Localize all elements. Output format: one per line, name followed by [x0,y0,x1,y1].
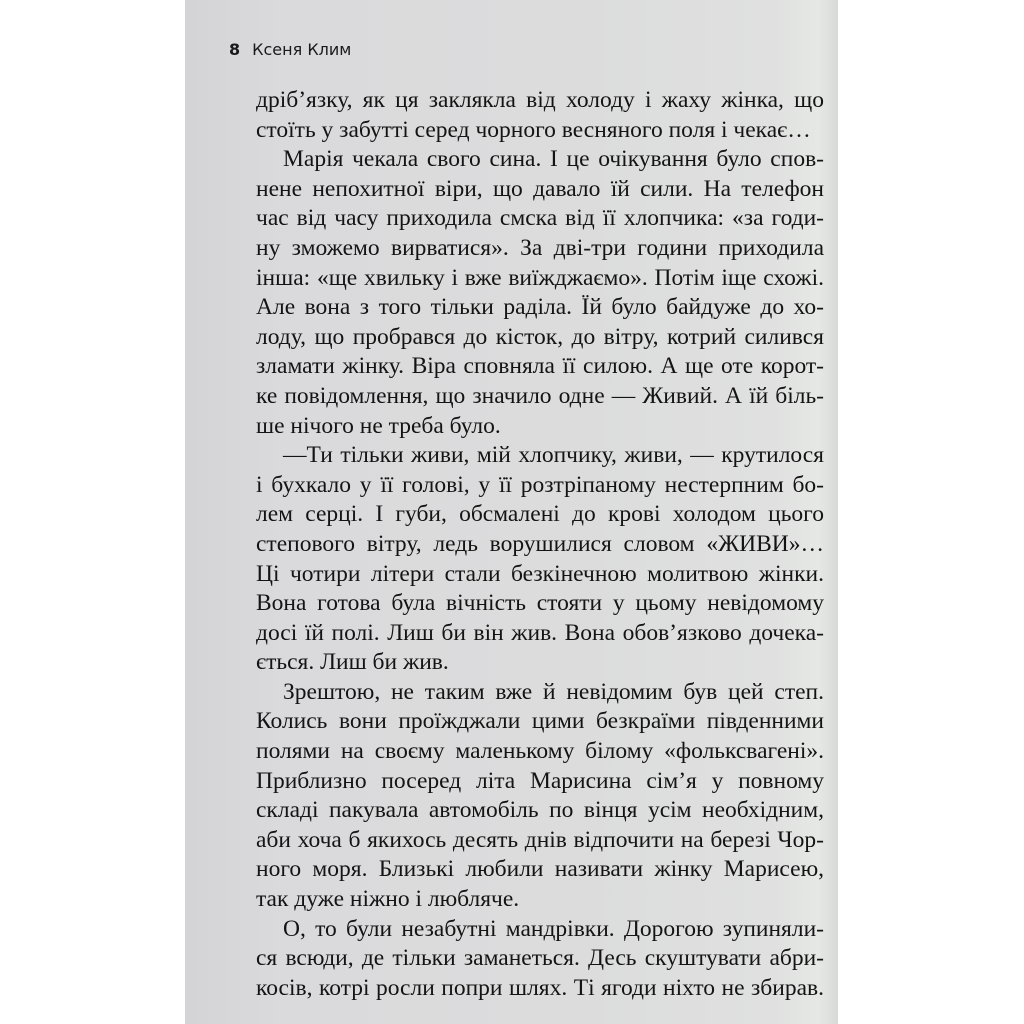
text-line: Ці чотири літери стали безкінечною молитвою жінки. [256,560,824,587]
text-line: лоду, що пробрався до кісток, до вітру, котрий силився [256,323,824,350]
text-line: Зрештою, не таким вже й невідомим був цей степ. [283,678,824,705]
text-line: степового вітру, ледь ворушилися словом «ЖИВИ»… [256,530,824,557]
text-line: інша: «ще хвильку і вже виїжджаємо». Потім іще схожі. [256,264,824,291]
text-line: Приблизно посеред літа Марисина сім’я у повному [256,767,824,794]
text-line: ся всюди, де тільки заманеться. Десь скуштувати абри- [256,945,824,972]
text-line: Колись вони проїжджали цими безкраїми південними [256,708,824,735]
text-line: ке повідомлення, що значило одне — Живий. А їй біль- [256,382,824,409]
text-line: складі пакувала автомобіль по вінця усім необхідним, [256,797,824,824]
text-line: полями на своєму маленькому білому «фольксвагені». [256,738,824,765]
body-text [256,86,824,1003]
text-line: ну зможемо вирватися». За дві-три години приходила [256,234,824,261]
text-line: досі їй полі. Лиш би він жив. Вона обов’язково дочека- [256,619,824,646]
running-head [229,40,351,59]
text-line: так дуже ніжно і любляче. [256,886,520,913]
text-line: Але вона з того тільки раділа. Їй було байдуже до хо- [256,294,824,321]
text-line: ного моря. Близькі любили називати жінку Марисею, [256,856,824,883]
text-line: Вона готова була вічність стояти у цьому невідомому [256,590,824,617]
text-line: косів, котрі росли попри шлях. Ті ягоди ніхто не збирав. [256,974,824,1001]
text-line: —Ти тільки живи, мій хлопчику, живи, — крутилося [283,442,824,469]
book-page [185,0,838,1024]
text-line: аби хоча б якихось десять днів відпочити на березі Чор- [256,826,824,853]
text-line: зламати жінку. Віра сповняла її силою. А ще оте корот- [256,353,824,380]
author-name: Ксеня Клим [252,40,352,59]
text-line: час від часу приходила смска від її хлопчика: «за годи- [256,205,824,232]
text-line: лем серці. І губи, обсмалені до крові холодом цього [256,501,824,528]
text-line: дріб’язку, як ця заклякла від холоду і жаху жінка, що [256,87,824,113]
text-line: і бухкало у її голові, у її розтріпаному нестерпним бо- [256,471,824,498]
text-line: нене непохитної віри, що давало їй сили. На телефон [256,175,824,202]
text-line: ше нічого не треба було. [256,412,501,439]
page-number: 8 [229,40,241,59]
text-line: Марія чекала свого сина. І це очікування було спов- [283,146,824,173]
text-line: О, то були незабутні мандрівки. Дорогою зупиняли- [283,915,824,942]
text-line: стоїть у забутті серед чорного весняного поля і чекає… [256,116,811,143]
text-line: ється. Лиш би жив. [256,649,449,676]
